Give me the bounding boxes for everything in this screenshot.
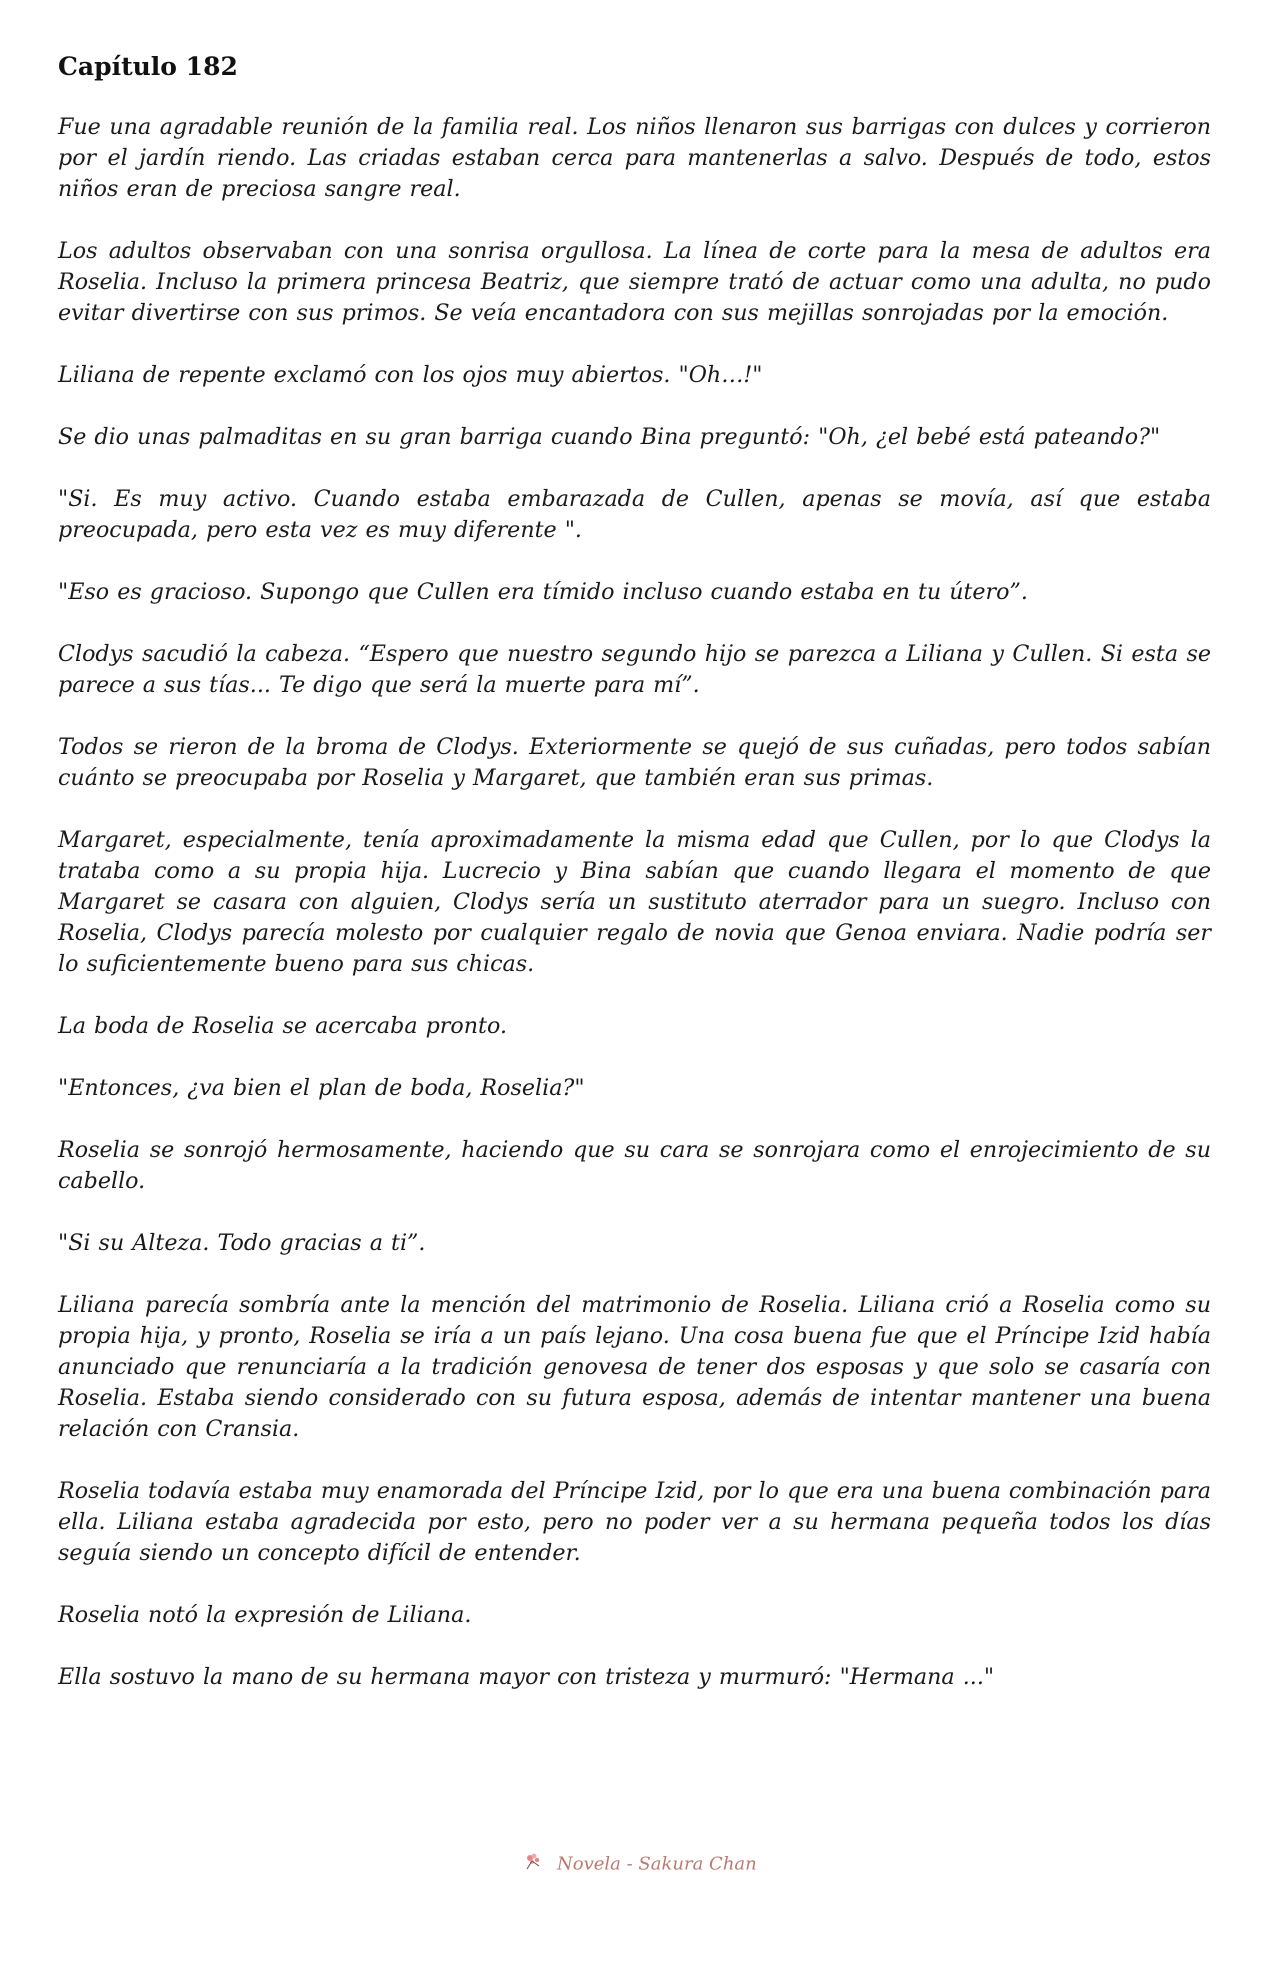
paragraph: "Si. Es muy activo. Cuando estaba embarazada de Cullen, apenas se movía, así que estaba preocupada, pero esta vez es muy diferente ". (58, 486, 1211, 543)
paragraph: Roselia todavía estaba muy enamorada del Príncipe Izid, por lo que era una buena combinación para ella. Liliana estaba agradecida por esto, pero no poder ver a su hermana pequeña todos los días seguía siendo un concepto difícil de entender. (58, 1478, 1211, 1566)
paragraph: Los adultos observaban con una sonrisa orgullosa. La línea de corte para la mesa de adultos era Roselia. Incluso la primera princesa Beatriz, que siempre trató de actuar como una adulta, no pudo evitar divertirse con sus primos. Se veía encantadora con sus mejillas sonrojadas por la emoción. (58, 238, 1211, 326)
paragraph: La boda de Roselia se acercaba pronto. (58, 1013, 507, 1039)
paragraph: Clodys sacudió la cabeza. “Espero que nuestro segundo hijo se parezca a Liliana y Cullen. Si esta se parece a sus tías... Te digo que será la muerte para mí”. (58, 641, 1211, 698)
paragraph: Fue una agradable reunión de la familia real. Los niños llenaron sus barrigas con dulces y corrieron por el jardín riendo. Las criadas estaban cerca para mantenerlas a salvo. Después de todo, estos niños eran de preciosa sangre real. (58, 114, 1211, 202)
chapter-title: Capítulo 182 (58, 52, 238, 81)
footer-text: Novela - Sakura Chan (557, 1853, 757, 1875)
paragraph: Todos se rieron de la broma de Clodys. Exteriormente se quejó de sus cuñadas, pero todos sabían cuánto se preocupaba por Roselia y Margaret, que también eran sus primas. (58, 734, 1211, 791)
paragraph: Liliana parecía sombría ante la mención del matrimonio de Roselia. Liliana crió a Roselia como su propia hija, y pronto, Roselia se iría a un país lejano. Una cosa buena fue que el Príncipe Izid había anunciado que renunciaría a la tradición genovesa de tener dos esposas y que solo se casaría con Roselia. Estaba siendo considerado con su futura esposa, además de intentar mantener una buena relación con Cransia. (58, 1292, 1211, 1442)
footer-watermark (0, 1852, 1280, 1877)
paragraph: Roselia se sonrojó hermosamente, haciendo que su cara se sonrojara como el enrojecimiento de su cabello. (58, 1137, 1211, 1194)
paragraph: Liliana de repente exclamó con los ojos muy abiertos. "Oh…!" (58, 362, 763, 388)
paragraph: Margaret, especialmente, tenía aproximadamente la misma edad que Cullen, por lo que Clodys la trataba como a su propia hija. Lucrecio y Bina sabían que cuando llegara el momento de que Margaret se casara con alguien, Clodys sería un sustituto aterrador para un suegro. Incluso con Roselia, Clodys parecía molesto por cualquier regalo de novia que Genoa enviara. Nadie podría ser lo suficientemente bueno para sus chicas. (58, 827, 1211, 977)
paragraph: "Si su Alteza. Todo gracias a ti”. (58, 1230, 426, 1256)
paragraph: Se dio unas palmaditas en su gran barriga cuando Bina preguntó: "Oh, ¿el bebé está pateando?" (58, 424, 1161, 450)
paragraph: Ella sostuvo la mano de su hermana mayor con tristeza y murmuró: "Hermana ..." (58, 1664, 995, 1690)
paragraph: "Eso es gracioso. Supongo que Cullen era tímido incluso cuando estaba en tu útero”. (58, 579, 1028, 605)
paragraph: Roselia notó la expresión de Liliana. (58, 1602, 472, 1628)
paragraph: "Entonces, ¿va bien el plan de boda, Roselia?" (58, 1075, 585, 1101)
chapter-content (58, 52, 1211, 1724)
cherry-blossom-icon (523, 1852, 545, 1877)
